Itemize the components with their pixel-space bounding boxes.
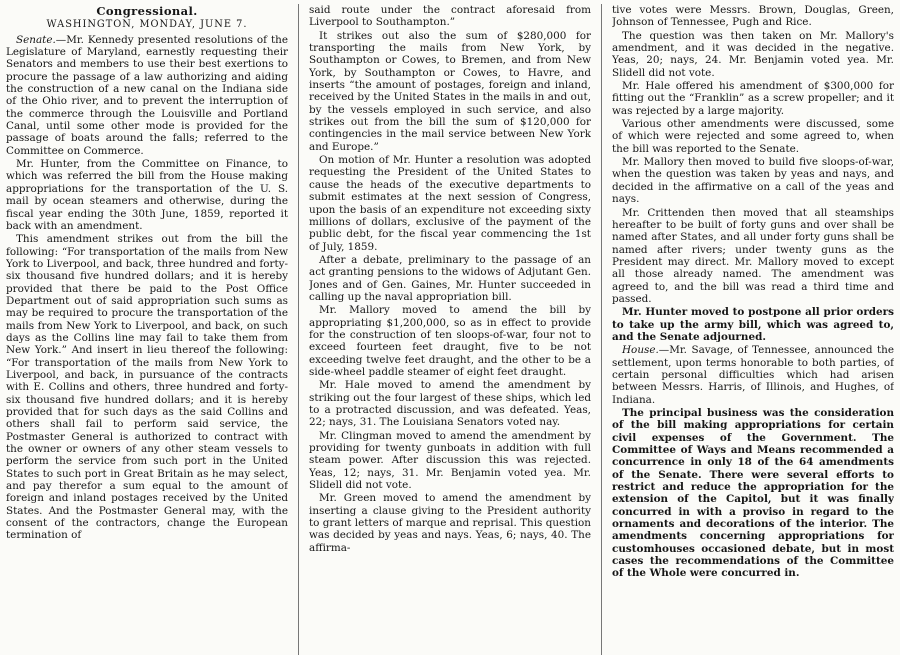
paragraph xyxy=(309,254,591,303)
column-rule xyxy=(601,4,602,655)
paragraph-text: Mr. Hale moved to amend the amendment by striking out the four largest of these ships, which led to a protracted discussion, and was defeated. Yeas, 22; nays, 31. The Louisiana Senators voted nay. xyxy=(309,379,591,429)
paragraph-text: Mr. Green moved to amend the amendment by inserting a clause giving to the President authority to grant letters of marque and reprisal. This question was decided by yeas and nays. Yeas, 6; nays, 40. The affirma- xyxy=(309,492,591,554)
paragraph xyxy=(612,118,894,155)
paragraph-text: Mr. Hunter, from the Committee on Finance, to which was referred the bill from the House making appropriations for the transportation of the U. S. mail by ocean steamers and otherwise, during the fiscal year ending the 30th June, 1859, reported it back with an amendment. xyxy=(6,158,288,232)
paragraph xyxy=(612,4,894,29)
paragraph xyxy=(6,158,288,232)
column-rule xyxy=(298,4,299,655)
paragraph-text: Mr. Hale offered his amendment of $300,000 for fitting out the “Franklin” as a screw propeller; and it was rejected by a large majority. xyxy=(612,80,894,117)
paragraph-text: The principal business was the consideration of the bill making appropriations for certain civil expenses of the Government. The Committee of Ways and Means recommended a concurrence in only 18 of the 64 amendments of the Senate. There were several efforts to restrict and reduce the appropriation for the extension of the Capitol, but it was finally concurred in with a proviso in regard to the ornaments and decorations of the interior. The amendments concerning appropriations for customhouses occasioned debate, but in most cases the recommendations of the Committee of the Whole were concurred in. xyxy=(612,407,894,580)
paragraph-text: tive votes were Messrs. Brown, Douglas, Green, Johnson of Tennessee, Pugh and Rice. xyxy=(612,4,894,29)
article-heading: Congressional. xyxy=(96,4,198,18)
paragraph-text: After a debate, preliminary to the passage of an act granting pensions to the widows of Adjutant Gen. Jones and of Gen. Gaines, Mr. Hunter succeeded in calling up the naval appropriation bill. xyxy=(309,253,591,303)
paragraph xyxy=(309,304,591,378)
paragraph-text: It strikes out also the sum of $280,000 for transporting the mails from New York, by Southampton or Cowes, to Bremen, and from New York, by Southampton or Cowes, to Havre, and inserts “the amount of postages, foreign and inland, received by the United States in the mails in and out, by the vessels employed in such service, and also strikes out from the bill the sum of $120,000 for contingencies in the mail service between New York and Europe.” xyxy=(309,29,591,153)
paragraph xyxy=(309,492,591,554)
column-2 xyxy=(309,4,591,655)
paragraph-text: Mr. Clingman moved to amend the amendment by providing for twenty gunboats in addition with full steam power. After discussion this was rejected. Yeas, 12; nays, 31. Mr. Benjamin voted yea. Mr. Slidell did not vote. xyxy=(309,429,591,492)
paragraph xyxy=(309,379,591,428)
column-1 xyxy=(6,4,288,655)
paragraph xyxy=(612,207,894,306)
paragraph-text: —Mr. Savage, of Tennessee, announced the settlement, upon terms honorable to both parties, of certain personal difficulties which had arisen between Messrs. Harris, of Illinois, and Hughes, of Indiana. xyxy=(612,344,894,406)
paragraph-text: Mr. Mallory moved to amend the bill by appropriating $1,200,000, so as in effect to provide for the construction of ten sloops-of-war, four not to exceed fourteen feet draught, five to be not exceeding twelve feet draught, and the other to be a side-wheel paddle steamer of eight feet draught. xyxy=(309,304,591,378)
paragraph xyxy=(612,30,894,79)
paragraph-text: This amendment strikes out from the bill the following: “For transportation of the mails from New York to Liverpool, and back, three hundred and forty-six thousand five hundred dollars; and it is hereby provided that there be paid to the Post Office Department out of said appropriation such sums as may be required to procure the transportation of the mails from New York to Liverpool, and back, on such days as the Collins line may fail to take them from New York.” And insert in lieu thereof the following: “For transportation of the mails from New York to Liverpool, and back, in pursuance of the contracts with E. Collins and others, three hundred and forty-six thousand five hundred dollars; and it is hereby provided that for such days as the said Collins and others shall fail to perform said service, the Postmaster General is authorized to contract with the owner or owners of any other steam vessels to perform the service from such port in the United States to such port in Great Britain as he may select, and pay therefor a sum equal to the amount of foreign and inland postages received by the United States. And the Postmaster General may, with the consent of the contractors, change the European termination of xyxy=(6,233,288,542)
paragraph xyxy=(612,306,894,343)
paragraph xyxy=(309,430,591,492)
paragraph-text: Mr. Crittenden then moved that all steamships hereafter to be built of forty guns and over shall be named after States, and all under forty guns shall be named after rivers; under twenty guns as the President may direct. Mr. Mallory moved to except all those already named. The amendment was agreed to, and the bill was read a third time and passed. xyxy=(612,206,894,305)
section-lead: Senate. xyxy=(16,33,56,46)
paragraph xyxy=(309,4,591,29)
paragraph-text: The question was then taken on Mr. Mallory's amendment, and it was decided in the negative. Yeas, 20; nays, 24. Mr. Benjamin voted yea. Mr. Slidell did not vote. xyxy=(612,29,894,79)
paragraph-text: —Mr. Kennedy presented resolutions of the Legislature of Maryland, earnestly requesting their Senators and members to use their best exertions to procure the passage of a law authorizing and aiding the construction of a new canal on the Indiana side of the Ohio river, and to prevent the interruption of the commerce through the Louisville and Portland Canal, until some other mode is provided for the passage of boats around the falls; referred to the Committee on Commerce. xyxy=(6,33,288,157)
paragraph-text: said route under the contract aforesaid from Liverpool to Southampton.” xyxy=(309,4,591,29)
paragraph-text: On motion of Mr. Hunter a resolution was adopted requesting the President of the United States to cause the heads of the executive departments to submit estimates at the next session of Congress, upon the basis of an expenditure not exceeding sixty millions of dollars, exclusive of the payment of the public debt, for the fiscal year commencing the 1st of July, 1859. xyxy=(309,154,591,253)
paragraph xyxy=(612,407,894,580)
paragraph-text: Various other amendments were discussed, some of which were rejected and some agreed to, when the bill was reported to the Senate. xyxy=(612,118,894,155)
paragraph xyxy=(612,80,894,117)
paragraph xyxy=(612,344,894,406)
dateline: WASHINGTON, MONDAY, JUNE 7. xyxy=(46,19,248,31)
paragraph xyxy=(612,156,894,205)
article-columns xyxy=(6,4,894,655)
paragraph-text: Mr. Hunter moved to postpone all prior orders to take up the army bill, which was agreed to, and the Senate adjourned. xyxy=(612,306,894,343)
paragraph xyxy=(309,30,591,153)
paragraph-text: Mr. Mallory then moved to build five sloops-of-war, when the question was taken by yeas and nays, and decided in the affirmative on a call of the yeas and nays. xyxy=(612,156,894,206)
paragraph xyxy=(6,34,288,157)
paragraph xyxy=(309,154,591,253)
column-3 xyxy=(612,4,894,655)
paragraph xyxy=(6,233,288,542)
section-lead: House. xyxy=(622,344,659,357)
